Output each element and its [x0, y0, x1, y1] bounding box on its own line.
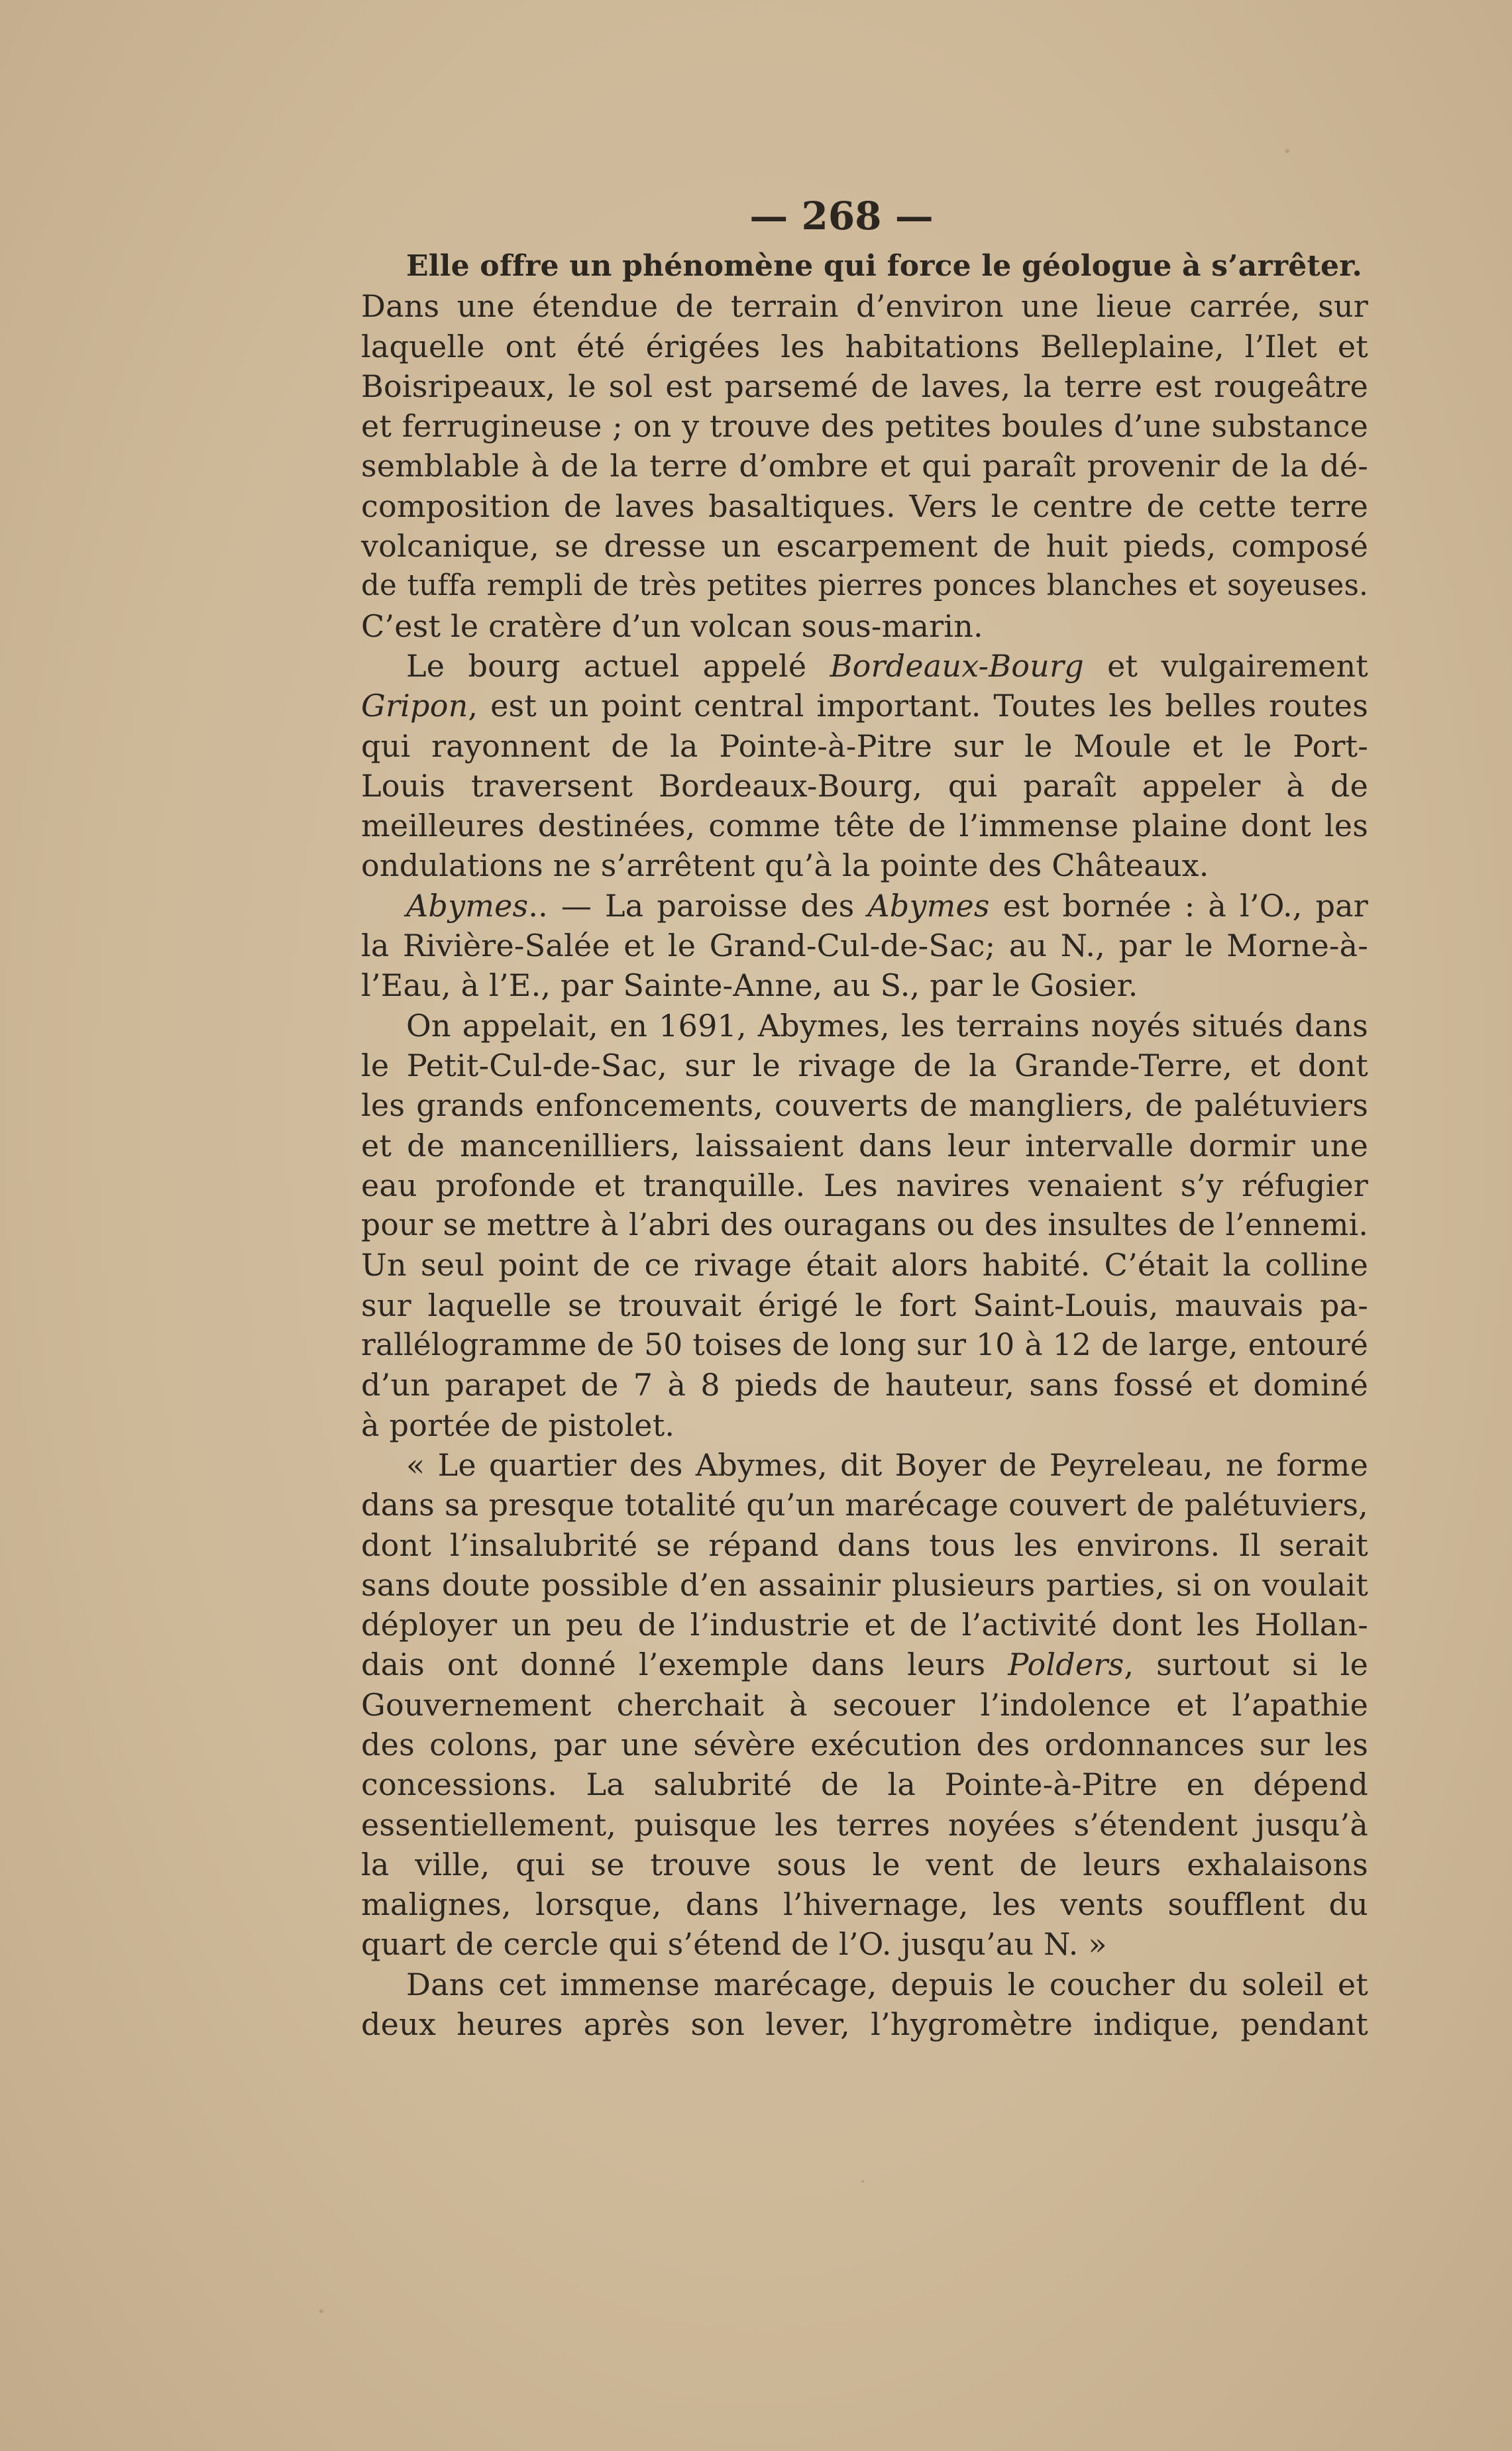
text-line: l’Eau, à l’E., par Sainte-Anne, au S., par le Gosier. — [361, 967, 1138, 1004]
text-segment: .. — La paroisse des — [528, 887, 868, 924]
text-line: déployer un peu de l’industrie et de l’activité dont les Hollan- — [361, 1607, 1368, 1643]
text-line: malignes, lorsque, dans l’hivernage, les vents soufflent du — [361, 1886, 1368, 1923]
text-line: C’est le cratère d’un volcan sous-marin. — [361, 608, 983, 644]
text-line: et ferrugineuse ; on y trouve des petites boules d’une substance — [361, 408, 1368, 445]
text-line: à portée de pistolet. — [361, 1407, 675, 1443]
text-line: la ville, qui se trouve sous le vent de leurs exhalaisons — [361, 1846, 1368, 1882]
text-line: qui rayonnent de la Pointe-à-Pitre sur le Moule et le Port- — [361, 728, 1368, 764]
italic-segment: Bordeaux-Bourg — [830, 647, 1084, 684]
text-line: le Petit-Cul-de-Sac, sur le rivage de la Grande-Terre, et dont — [361, 1047, 1368, 1083]
text-line: dont l’insalubrité se répand dans tous les environs. Il serait — [361, 1527, 1368, 1563]
italic-segment: Abymes — [867, 887, 990, 924]
text-line: rallélogramme de 50 toises de long sur 10 à 12 de large, entouré — [361, 1327, 1368, 1363]
text-segment: et vulgairement — [1083, 647, 1368, 684]
text-line: On appelait, en 1691, Abymes, les terrains noyés situés dans — [406, 1007, 1368, 1044]
text-line: composition de laves basaltiques. Vers le centre de cette terre — [361, 488, 1368, 524]
text-line: meilleures destinées, comme tête de l’immense plaine dont les — [361, 808, 1368, 844]
text-line: les grands enfoncements, couverts de mangliers, de palétuviers — [361, 1087, 1368, 1124]
text-line: et de mancenilliers, laissaient dans leur intervalle dormir une — [361, 1127, 1368, 1164]
text-line: Elle offre un phénomène qui force le géologue à s’arrêter. — [406, 249, 1362, 283]
text-line: Gouvernement cherchait à secouer l’indolence et l’apathie — [361, 1686, 1368, 1723]
text-block — [361, 246, 1368, 2044]
text-line: deux heures après son lever, l’hygromètre indique, pendant — [361, 2006, 1368, 2043]
text-line: ondulations ne s’arrêtent qu’à la pointe des Châteaux. — [361, 847, 1209, 884]
text-line: Boisripeaux, le sol est parsemé de laves, la terre est rougeâtre — [361, 368, 1368, 404]
text-line: des colons, par une sévère exécution des ordonnances sur les — [361, 1726, 1368, 1763]
text-segment: dais ont donné l’exemple dans leurs — [361, 1647, 1008, 1683]
paper-speck — [319, 2309, 323, 2313]
italic-segment: Gripon — [361, 688, 468, 724]
text-line: volcanique, se dresse un escarpement de huit pieds, composé — [361, 528, 1368, 565]
text-line: dans sa presque totalité qu’un marécage couvert de palétuviers, — [361, 1487, 1368, 1523]
text-line: de tuffa rempli de très petites pierres ponces blanches et soyeuses. — [361, 569, 1368, 603]
text-line: sans doute possible d’en assainir plusieurs parties, si on voulait — [361, 1566, 1368, 1603]
text-segment: , est un point central important. Toutes les belles routes — [468, 688, 1368, 724]
paper-speck — [1285, 149, 1289, 153]
text-line: sur laquelle se trouvait érigé le fort Saint-Louis, mauvais pa- — [361, 1287, 1368, 1323]
text-line: la Rivière-Salée et le Grand-Cul-de-Sac; au N., par le Morne-à- — [361, 928, 1368, 964]
text-line: Un seul point de ce rivage était alors habité. C’était la colline — [361, 1247, 1368, 1283]
text-segment: est bornée : à l’O., par — [989, 887, 1368, 924]
text-line: laquelle ont été érigées les habitations Belleplaine, l’Ilet et — [361, 328, 1368, 364]
text-line — [361, 886, 1368, 926]
text-line: Dans une étendue de terrain d’environ une lieue carrée, sur — [361, 288, 1368, 325]
text-line — [361, 646, 1368, 686]
text-line — [361, 1645, 1368, 1684]
italic-segment: Abymes — [406, 887, 529, 924]
text-line — [361, 686, 1368, 726]
text-segment: Le bourg actuel appelé — [406, 647, 830, 684]
page-number: — 268 — — [749, 193, 934, 239]
text-segment: , surtout si le — [1124, 1647, 1368, 1683]
text-line: Dans cet immense marécage, depuis le coucher du soleil et — [406, 1966, 1368, 2002]
text-line: eau profonde et tranquille. Les navires venaient s’y réfugier — [361, 1167, 1368, 1203]
text-line: pour se mettre à l’abri des ouragans ou des insultes de l’ennemi. — [361, 1207, 1368, 1243]
paper-speck — [861, 2180, 864, 2183]
italic-segment: Polders — [1008, 1647, 1124, 1683]
text-line: « Le quartier des Abymes, dit Boyer de Peyreleau, ne forme — [406, 1446, 1368, 1483]
text-line: quart de cercle qui s’étend de l’O. jusqu’au N. » — [361, 1926, 1107, 1963]
text-line: semblable à de la terre d’ombre et qui paraît provenir de la dé- — [361, 448, 1368, 484]
text-line: d’un parapet de 7 à 8 pieds de hauteur, sans fossé et dominé — [361, 1367, 1368, 1403]
text-line: essentiellement, puisque les terres noyées s’étendent jusqu’à — [361, 1806, 1368, 1843]
text-line: Louis traversent Bordeaux-Bourg, qui paraît appeler à de — [361, 767, 1368, 804]
text-line: concessions. La salubrité de la Pointe-à-Pitre en dépend — [361, 1767, 1368, 1803]
